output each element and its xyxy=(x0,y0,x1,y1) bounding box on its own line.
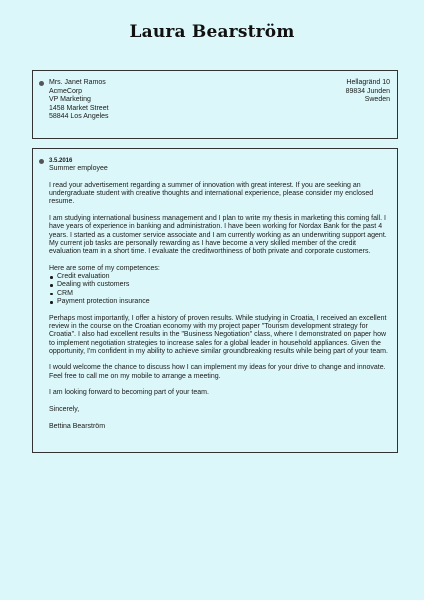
letter-paragraph: Perhaps most importantly, I offer a history of proven results. While studying in Croatia, I received an excellent review in the course on the Croatian economy with my project paper "Tourism development strategy for Croatia". I also had excellent results in the "Business Negotiation" class, where I demonstrated on paper how to implement negotiation strategies to increase sales for a global leader in household appliances. Given the opportunity, I'm confident in my ability to achieve similar groundbreaking results while being part of your team. xyxy=(49,314,388,355)
competence-item: Credit evaluation xyxy=(57,273,389,281)
letter-paragraph: Here are some of my competences: xyxy=(49,264,160,272)
recipient-line: 1458 Market Street xyxy=(49,104,109,112)
competence-item: CRM xyxy=(57,290,389,298)
letter-body-block xyxy=(32,148,398,453)
letter-paragraph: I am looking forward to becoming part of your team. xyxy=(49,389,209,397)
letter-paragraph: I read your advertisement regarding a summer of innovation with great interest. If you are seeking an undergraduate student with creative thoughts and international experience, please consider my enclosed resume. xyxy=(49,181,374,206)
letter-closing: Sincerely, xyxy=(49,405,80,413)
letter-content xyxy=(49,157,389,431)
bullet-dot-icon xyxy=(39,159,44,164)
letter-subject: Summer employee xyxy=(49,165,108,173)
recipient-line: 58844 Los Angeles xyxy=(49,113,109,121)
sender-line: Sweden xyxy=(364,96,390,104)
sender-line: 89834 Junden xyxy=(345,87,390,95)
recipient-line: VP Marketing xyxy=(49,96,91,104)
letter-paragraph: I am studying international business management and I plan to write my thesis in marketing this coming fall. I have years of experience in banking and administration. I have been working for Nordax Bank for the past 4 years. I started as a customer service associate and I am currently working as an underwriting support agent. My current job tasks are personally rewarding as I have become a very skilled member of the credit evaluation team in a short time. I evaluate the creditworthiness of both private and corporate customers. xyxy=(49,215,387,256)
bullet-dot-icon xyxy=(39,81,44,86)
recipient-line: Mrs. Janet Ramos xyxy=(49,79,106,86)
letter-paragraph: I would welcome the chance to discuss how I can implement my ideas for your drive to change and innovate. Feel free to call me on my mobile to arrange a meeting. xyxy=(49,364,386,380)
letter-date: 3.5.2016 xyxy=(49,158,73,164)
competence-list xyxy=(49,273,389,306)
competence-item: Dealing with customers xyxy=(57,281,389,289)
address-block xyxy=(32,70,398,139)
sender-line: Hellagränd 10 xyxy=(346,79,390,86)
competence-item: Payment protection insurance xyxy=(57,298,389,306)
recipient-address xyxy=(49,79,109,122)
sender-address xyxy=(346,79,390,105)
recipient-line: AcmeCorp xyxy=(49,87,83,95)
applicant-name: Laura Bearström xyxy=(129,22,295,42)
letter-signature: Bettina Bearström xyxy=(49,422,106,430)
